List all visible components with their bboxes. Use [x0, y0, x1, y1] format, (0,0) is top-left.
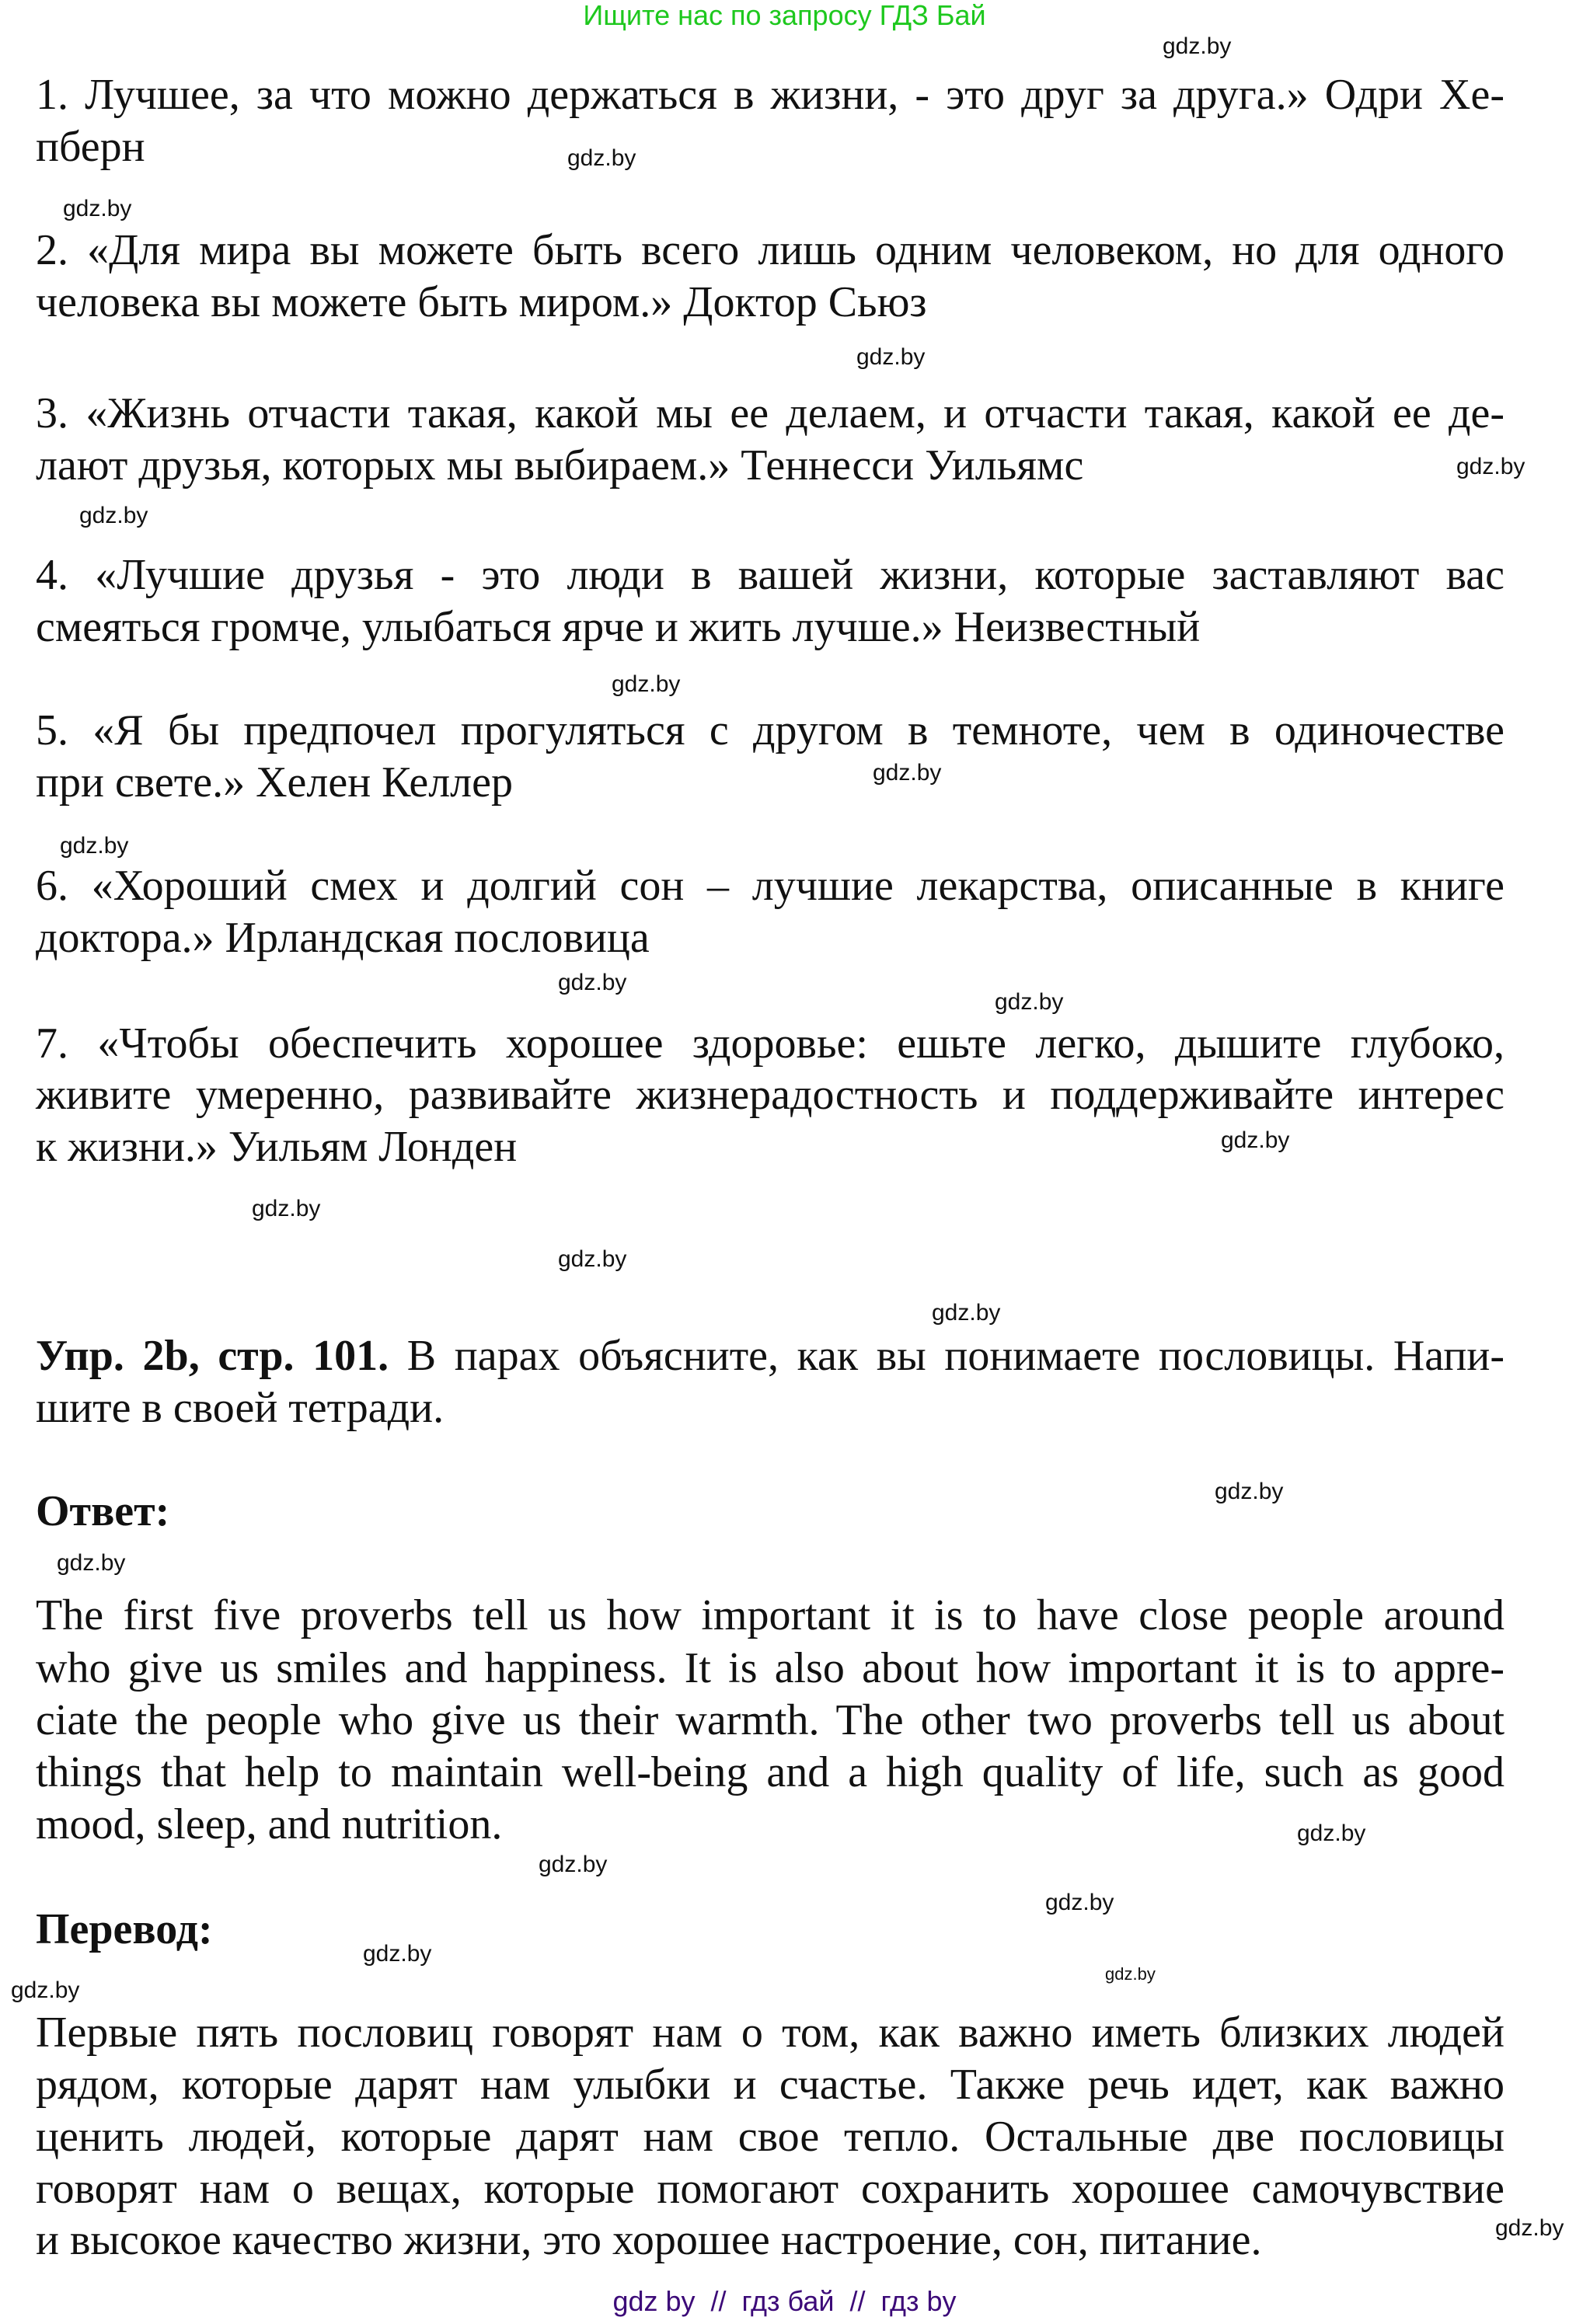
- watermark: gdz.by: [932, 1300, 1001, 1326]
- watermark: gdz.by: [567, 145, 636, 171]
- watermark: gdz.by: [995, 989, 1064, 1015]
- watermark: gdz.by: [873, 760, 942, 786]
- exercise-label: Упр. 2b, стр. 101.: [36, 1332, 389, 1380]
- watermark: gdz.by: [539, 1852, 608, 1877]
- translation-line: рядом, которые дарят нам улыбки и счастье. Также речь идет, как важно: [36, 2061, 1504, 2109]
- answer-line: The first five proverbs tell us how important it is to have close people around: [36, 1591, 1504, 1639]
- answer-heading: Ответ:: [36, 1487, 170, 1535]
- translation-line: ценить людей, которые дарят нам свое тепло. Остальные две пословицы: [36, 2113, 1504, 2161]
- exercise-line: шите в своей тетради.: [36, 1384, 445, 1432]
- quote-line: 7. «Чтобы обеспечить хорошее здоровье: ешьте легко, дышите глубоко,: [36, 1019, 1504, 1068]
- quote-line: человека вы можете быть миром.» Доктор Сьюз: [36, 278, 927, 326]
- watermark: gdz.by: [1495, 2215, 1564, 2241]
- quote-line: 2. «Для мира вы можете быть всего лишь одним человеком, но для одного: [36, 226, 1504, 274]
- watermark: gdz.by: [856, 344, 926, 370]
- quote-line: доктора.» Ирландская пословица: [36, 914, 650, 962]
- search-banner: Ищите нас по запросу ГДЗ Бай: [583, 0, 986, 31]
- watermark: gdz.by: [63, 196, 132, 221]
- quote-line: лают друзья, которых мы выбираем.» Теннесси Уильямс: [36, 441, 1084, 490]
- quote-line: 5. «Я бы предпочел прогуляться с другом в темноте, чем в одиночестве: [36, 706, 1504, 754]
- quote-line: к жизни.» Уильям Лонден: [36, 1123, 518, 1171]
- watermark: gdz.by: [79, 503, 148, 528]
- watermark: gdz.by: [252, 1196, 321, 1221]
- translation-line: и высокое качество жизни, это хорошее настроение, сон, питание.: [36, 2216, 1262, 2264]
- watermark: gdz.by: [1045, 1890, 1114, 1915]
- watermark: gdz.by: [11, 1977, 80, 2003]
- watermark: gdz.by: [1163, 33, 1232, 59]
- watermark: gdz.by: [363, 1941, 432, 1967]
- watermark: gdz.by: [1456, 454, 1525, 479]
- watermark: gdz.by: [1215, 1479, 1284, 1504]
- quote-line: при свете.» Хелен Келлер: [36, 758, 513, 807]
- translation-line: Первые пять пословиц говорят нам о том, как важно иметь близких людей: [36, 2009, 1504, 2057]
- watermark: gdz.by: [1105, 1964, 1156, 1984]
- exercise-line: [36, 1330, 1504, 1382]
- translation-heading: Перевод:: [36, 1905, 213, 1953]
- quote-line: пберн: [36, 123, 145, 171]
- answer-line: things that help to maintain well-being and a high quality of life, such as good: [36, 1748, 1504, 1796]
- quote-line: живите умеренно, развивайте жизнерадостность и поддерживайте интерес: [36, 1071, 1504, 1119]
- watermark: gdz.by: [60, 833, 129, 859]
- answer-line: mood, sleep, and nutrition.: [36, 1800, 503, 1848]
- watermark: gdz.by: [612, 671, 681, 697]
- watermark: gdz.by: [57, 1550, 126, 1576]
- footer-links: gdz by // гдз бай // гдз by: [612, 2285, 957, 2317]
- answer-line: who give us smiles and happiness. It is also about how important it is to appre-: [36, 1644, 1504, 1692]
- watermark: gdz.by: [558, 1246, 627, 1272]
- watermark: gdz.by: [1297, 1821, 1366, 1846]
- quote-line: 3. «Жизнь отчасти такая, какой мы ее делаем, и отчасти такая, какой ее де-: [36, 389, 1504, 437]
- exercise-text: В парах объясните, как вы понимаете пословицы. Напи-: [389, 1332, 1505, 1380]
- quote-line: смеяться громче, улыбаться ярче и жить лучше.» Неизвестный: [36, 603, 1201, 651]
- quote-line: 1. Лучшее, за что можно держаться в жизни, - это друг за друга.» Одри Хе-: [36, 71, 1504, 119]
- quote-line: 6. «Хороший смех и долгий сон – лучшие лекарства, описанные в книге: [36, 862, 1504, 910]
- translation-line: говорят нам о вещах, которые помогают сохранить хорошее самочувствие: [36, 2165, 1504, 2213]
- watermark: gdz.by: [1221, 1127, 1290, 1153]
- answer-line: ciate the people who give us their warmth. The other two proverbs tell us about: [36, 1696, 1504, 1744]
- quote-line: 4. «Лучшие друзья - это люди в вашей жизни, которые заставляют вас: [36, 551, 1504, 599]
- watermark: gdz.by: [558, 970, 627, 995]
